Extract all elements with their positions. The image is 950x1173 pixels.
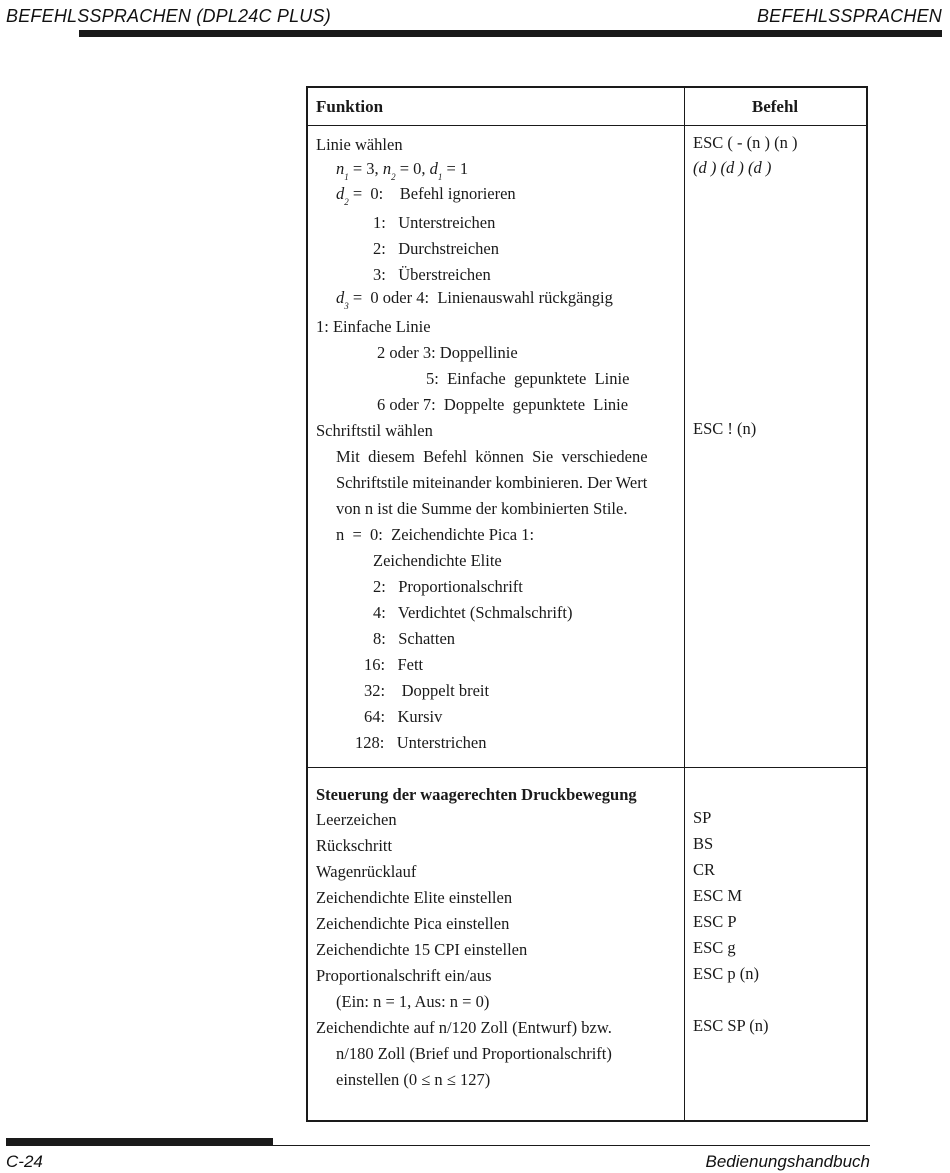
- font-style-2: 2: Proportionalschrift: [373, 577, 523, 596]
- d3-option-1: 1: Einfache Linie: [316, 317, 431, 336]
- font-style-desc-3: von n ist die Summe der kombinierten Stile.: [336, 499, 628, 518]
- header-row-divider: [308, 125, 866, 126]
- font-style-64: 64: Kursiv: [364, 707, 443, 726]
- line-select-title: Linie wählen: [316, 135, 403, 154]
- font-style-n0: n = 0: Zeichendichte Pica 1:: [336, 525, 535, 544]
- line-select-params: $n_1 = 3$, $n_2 = 0$, $d_1 = 1$: [336, 159, 469, 182]
- font-style-8: 8: Schatten: [373, 629, 456, 648]
- table-row-command: BS: [693, 834, 714, 853]
- command-table: [306, 86, 868, 1122]
- table-row-function: Zeichendichte Elite einstellen: [316, 888, 513, 907]
- d3-option-2-3: 2 oder 3: Doppellinie: [377, 343, 518, 362]
- font-style-command: ESC ! (n): [693, 419, 757, 438]
- table-row-function: Zeichendichte 15 CPI einstellen: [316, 940, 528, 959]
- manual-title: Bedienungshandbuch: [705, 1152, 870, 1171]
- font-style-16: 16: Fett: [364, 655, 424, 674]
- line-select-command-1: ESC ( - (n ) (n ): [693, 133, 798, 152]
- density-line-3: einstellen (0 ≤ n ≤ 127): [336, 1070, 491, 1089]
- d3-option-6-7: 6 oder 7: Doppelte gepunktete Linie: [377, 395, 629, 414]
- table-row-function: Zeichendichte Pica einstellen: [316, 914, 510, 933]
- line-option-3: 3: Überstreichen: [373, 265, 491, 284]
- section-divider: [308, 767, 866, 768]
- table-row-function: Wagenrücklauf: [316, 862, 417, 881]
- font-style-elite: Zeichendichte Elite: [373, 551, 502, 570]
- density-command: ESC SP (n): [693, 1016, 769, 1035]
- table-row-function: Proportionalschrift ein/aus: [316, 966, 492, 985]
- table-row-function: Rückschritt: [316, 836, 393, 855]
- line-option-1: 1: Unterstreichen: [373, 213, 496, 232]
- table-row-command: CR: [693, 860, 716, 879]
- table-row-command: ESC p (n): [693, 964, 759, 983]
- column-divider: [684, 88, 685, 1120]
- footer-bar: [6, 1138, 273, 1146]
- line-select-d2: $d_2 = 0$: Befehl ignorieren: [336, 184, 516, 207]
- header-rule: [79, 30, 942, 37]
- table-row-command: SP: [693, 808, 712, 827]
- font-style-32: 32: Doppelt breit: [364, 681, 490, 700]
- column-header-command: Befehl: [751, 97, 799, 116]
- line-select-command-2: (d ) (d ) (d ): [693, 158, 772, 177]
- font-style-128: 128: Unterstrichen: [355, 733, 487, 752]
- horizontal-section-title: Steuerung der waagerechten Druckbewegung: [316, 785, 637, 804]
- table-row-command: ESC P: [693, 912, 737, 931]
- line-option-2: 2: Durchstreichen: [373, 239, 499, 258]
- font-style-desc-2: Schriftstile miteinander kombinieren. Der Wert: [336, 473, 648, 492]
- header-title-left: BEFEHLSSPRACHEN (DPL24C PLUS): [6, 6, 331, 26]
- proportional-note: (Ein: n = 1, Aus: n = 0): [336, 992, 490, 1011]
- header-title-right: BEFEHLSSPRACHEN: [756, 6, 942, 26]
- d3-option-5: 5: Einfache gepunktete Linie: [426, 369, 630, 388]
- table-row-function: Leerzeichen: [316, 810, 397, 829]
- page-number: C-24: [6, 1152, 43, 1171]
- line-select-d3: $d_3 = 0$ oder 4: Linienauswahl rückgängig: [336, 288, 613, 311]
- density-line-2: n/180 Zoll (Brief und Proportionalschrift): [336, 1044, 612, 1063]
- font-style-4: 4: Verdichtet (Schmalschrift): [373, 603, 573, 622]
- table-row-command: ESC g: [693, 938, 736, 957]
- footer-rule: [273, 1145, 870, 1146]
- column-header-function: Funktion: [316, 97, 384, 116]
- font-style-desc-1: Mit diesem Befehl können Sie verschiedene: [336, 447, 648, 466]
- font-style-title: Schriftstil wählen: [316, 421, 433, 440]
- density-line-1: Zeichendichte auf n/120 Zoll (Entwurf) bzw.: [316, 1018, 612, 1037]
- table-row-command: ESC M: [693, 886, 743, 905]
